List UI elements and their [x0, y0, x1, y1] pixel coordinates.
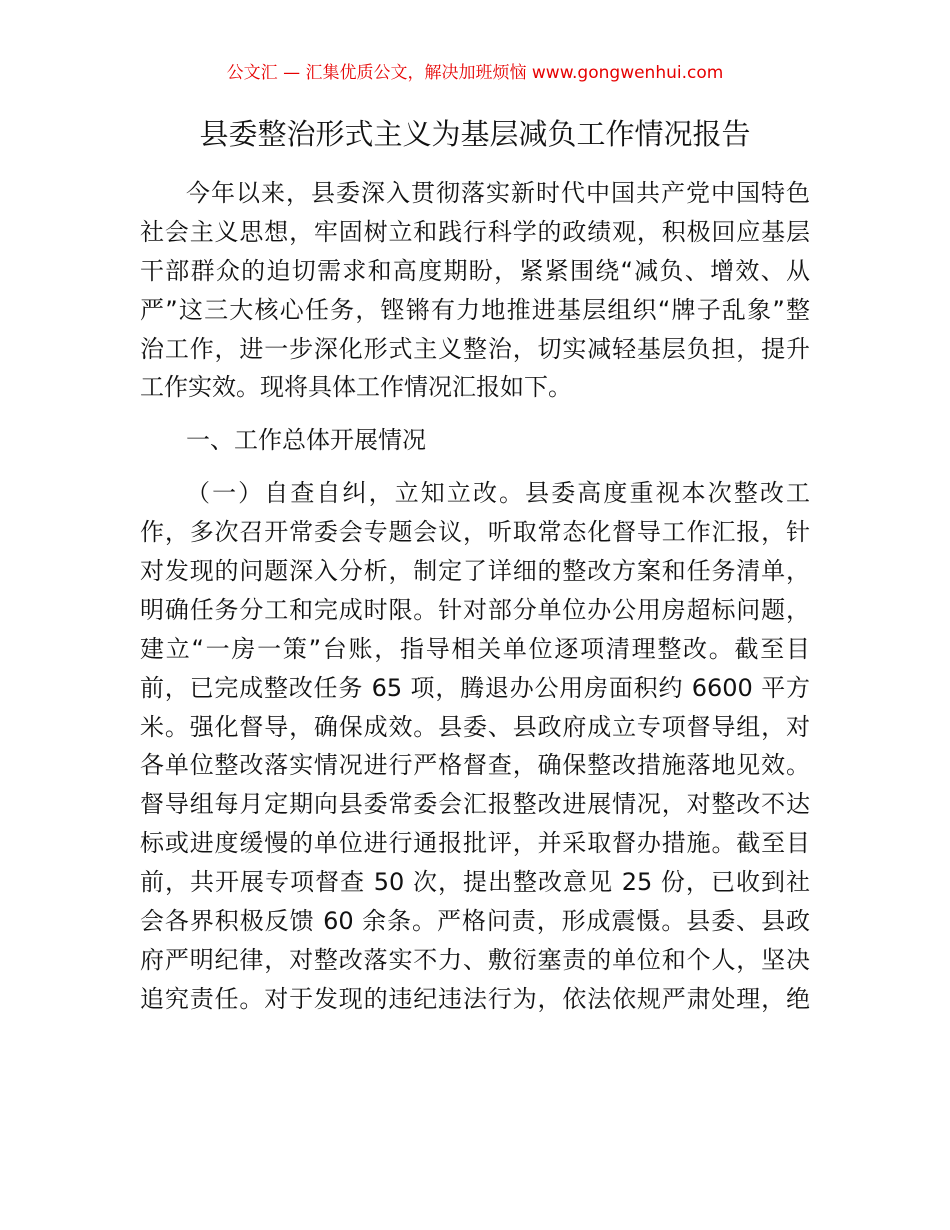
- intro-line: 社会主义思想，牢固树立和践行科学的政绩观，积极回应基层: [140, 217, 810, 246]
- section-line: 标或进度缓慢的单位进行通报批评，并采取督办措施。截至目: [140, 829, 810, 858]
- section-line: 明确任务分工和完成时限。针对部分单位办公用房超标问题，: [140, 595, 810, 624]
- section-line: （一）自查自纠，立知立改。县委高度重视本次整改工: [186, 479, 810, 508]
- section-line: 前，已完成整改任务 65 项，腾退办公用房面积约 6600 平方: [140, 673, 810, 702]
- section-line: 督导组每月定期向县委常委会汇报整改进展情况，对整改不达: [140, 790, 810, 819]
- watermark-header: 公文汇 — 汇集优质公文，解决加班烦恼 www.gongwenhui.com: [226, 63, 724, 83]
- section-line: 米。强化督导，确保成效。县委、县政府成立专项督导组，对: [140, 712, 810, 741]
- section-line: 作，多次召开常委会专题会议，听取常态化督导工作汇报，针: [140, 518, 810, 547]
- section-line: 会各界积极反馈 60 余条。严格问责，形成震慑。县委、县政: [140, 907, 810, 936]
- section-heading: 一、工作总体开展情况: [186, 426, 426, 455]
- section-line: 追究责任。对于发现的违纪违法行为，依法依规严肃处理，绝: [140, 984, 810, 1013]
- section-line: 府严明纪律，对整改落实不力、敷衍塞责的单位和个人，坚决: [140, 945, 810, 974]
- intro-line: 干部群众的迫切需求和高度期盼，紧紧围绕“减负、增效、从: [140, 256, 810, 285]
- section-line: 建立“一房一策”台账，指导相关单位逐项清理整改。截至目: [140, 634, 810, 663]
- document-body: [140, 174, 810, 1019]
- intro-line: 严”这三大核心任务，铿锵有力地推进基层组织“牌子乱象”整: [140, 295, 810, 324]
- intro-line: 今年以来，县委深入贯彻落实新时代中国共产党中国特色: [186, 179, 810, 207]
- document-title: 县委整治形式主义为基层减负工作情况报告: [199, 117, 751, 151]
- section-line: 各单位整改落实情况进行严格督查，确保整改措施落地见效。: [140, 751, 810, 780]
- intro-line: 工作实效。现将具体工作情况汇报如下。: [140, 373, 572, 402]
- intro-line: 治工作，进一步深化形式主义整治，切实减轻基层负担，提升: [140, 334, 810, 363]
- section-line: 前，共开展专项督查 50 次，提出整改意见 25 份，已收到社: [140, 868, 810, 897]
- section-line: 对发现的问题深入分析，制定了详细的整改方案和任务清单，: [140, 557, 810, 586]
